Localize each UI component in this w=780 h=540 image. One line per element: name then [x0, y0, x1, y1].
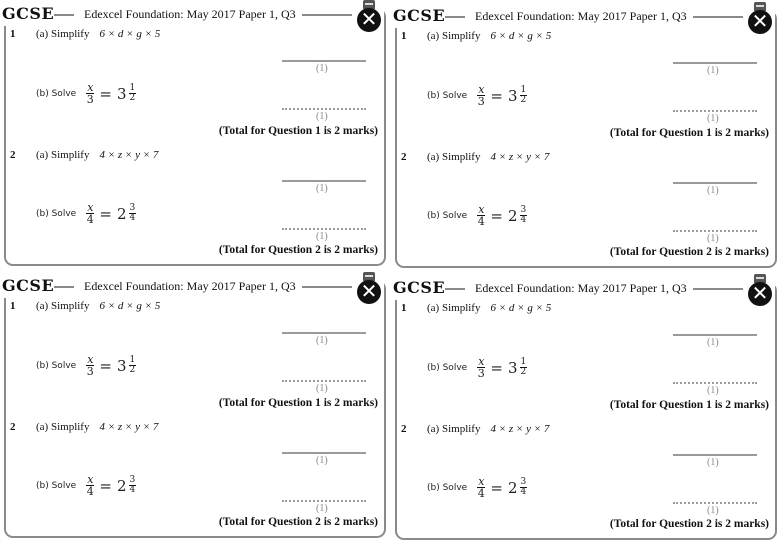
equation-fraction — [86, 474, 94, 497]
header-divider — [54, 14, 74, 16]
part-a-prompt — [36, 149, 158, 161]
mixed-fraction — [520, 86, 528, 105]
mark-label: (1) — [707, 113, 719, 124]
close-icon: ✕ — [748, 10, 772, 34]
answer-line[interactable] — [282, 332, 366, 334]
equals-sign: = — [99, 476, 112, 495]
mixed-numerator: 1 — [129, 355, 136, 365]
part-a-label: (a) Simplify — [427, 151, 481, 163]
frac-numerator: x — [478, 355, 485, 368]
mixed-denominator: 2 — [129, 365, 136, 375]
part-b-label: (b) Solve — [36, 208, 77, 219]
mark-label: (1) — [707, 185, 719, 196]
part-b-prompt — [427, 356, 527, 379]
part-a-label: (a) Simplify — [427, 302, 481, 314]
part-a-prompt — [427, 151, 549, 163]
frac-numerator: x — [478, 83, 485, 96]
equals-sign: = — [490, 478, 503, 497]
paper-subtitle: Edexcel Foundation: May 2017 Paper 1, Q3 — [472, 281, 690, 296]
mixed-numerator: 3 — [520, 205, 527, 215]
question-number: 2 — [401, 151, 407, 163]
mark-label: (1) — [316, 183, 328, 194]
part-b-prompt — [36, 202, 136, 225]
equation-fraction — [86, 82, 94, 105]
frac-denominator: 4 — [86, 485, 94, 498]
part-b-prompt — [36, 354, 136, 377]
mixed-denominator: 2 — [520, 95, 527, 105]
question-total: (Total for Question 1 is 2 marks) — [218, 397, 378, 409]
header-divider — [54, 286, 74, 288]
part-a-label: (a) Simplify — [36, 28, 90, 40]
mixed-fraction — [129, 476, 137, 495]
question-total: (Total for Question 2 is 2 marks) — [218, 516, 378, 528]
answer-line[interactable] — [673, 110, 757, 112]
part-a-label: (a) Simplify — [36, 300, 90, 312]
part-b-prompt — [427, 84, 527, 107]
mixed-whole: 3 — [116, 84, 127, 103]
part-b-prompt — [427, 476, 527, 499]
mixed-denominator: 4 — [129, 485, 136, 495]
part-a-prompt — [427, 423, 549, 435]
question-number: 1 — [401, 302, 407, 314]
answer-line[interactable] — [282, 60, 366, 62]
question-card-1 — [2, 4, 386, 266]
answer-line[interactable] — [282, 452, 366, 454]
question-card-2 — [393, 6, 777, 268]
part-a-expression: 6 × d × g × 5 — [99, 300, 161, 312]
question-total: (Total for Question 1 is 2 marks) — [609, 399, 769, 411]
close-icon: ✕ — [748, 282, 772, 306]
mixed-numerator: 1 — [520, 85, 527, 95]
equation-fraction — [477, 356, 485, 379]
mixed-whole: 2 — [507, 478, 518, 497]
answer-line[interactable] — [673, 182, 757, 184]
part-b-label: (b) Solve — [427, 210, 468, 221]
equation-fraction — [86, 202, 94, 225]
question-number: 1 — [10, 300, 16, 312]
brand-label: GCSE — [2, 276, 58, 295]
card-header — [393, 6, 775, 28]
equals-sign: = — [490, 86, 503, 105]
mixed-whole: 3 — [507, 86, 518, 105]
part-a-expression: 6 × d × g × 5 — [99, 28, 161, 40]
equals-sign: = — [99, 356, 112, 375]
equals-sign: = — [99, 84, 112, 103]
header-divider-right — [302, 286, 352, 288]
equation-fraction — [86, 354, 94, 377]
part-a-expression: 4 × z × y × 7 — [99, 149, 159, 161]
answer-line[interactable] — [673, 334, 757, 336]
card-header — [393, 278, 775, 300]
close-icon: ✕ — [357, 8, 381, 32]
mark-label: (1) — [316, 63, 328, 74]
mixed-numerator: 1 — [129, 83, 136, 93]
question-number: 1 — [401, 30, 407, 42]
mixed-denominator: 2 — [520, 367, 527, 377]
paper-subtitle: Edexcel Foundation: May 2017 Paper 1, Q3 — [81, 279, 299, 294]
part-b-label: (b) Solve — [427, 90, 468, 101]
brand-label: GCSE — [393, 6, 449, 25]
mixed-whole: 3 — [116, 356, 127, 375]
answer-line[interactable] — [282, 108, 366, 110]
mixed-whole: 2 — [116, 204, 127, 223]
question-number: 2 — [401, 423, 407, 435]
close-icon: ✕ — [357, 280, 381, 304]
mixed-denominator: 4 — [129, 213, 136, 223]
question-card-4 — [393, 278, 777, 540]
mixed-numerator: 3 — [129, 475, 136, 485]
mark-label: (1) — [316, 383, 328, 394]
part-b-label: (b) Solve — [36, 480, 77, 491]
mixed-fraction — [129, 356, 137, 375]
mark-label: (1) — [707, 65, 719, 76]
mark-label: (1) — [316, 503, 328, 514]
frac-denominator: 3 — [86, 365, 94, 378]
header-divider — [445, 16, 465, 18]
close-button[interactable] — [356, 0, 382, 34]
part-a-label: (a) Simplify — [427, 30, 481, 42]
mixed-fraction — [520, 358, 528, 377]
part-a-expression: 4 × z × y × 7 — [490, 151, 550, 163]
answer-line[interactable] — [673, 382, 757, 384]
header-divider-right — [302, 14, 352, 16]
mixed-numerator: 1 — [520, 357, 527, 367]
frac-numerator: x — [87, 201, 94, 214]
part-b-prompt — [427, 204, 527, 227]
question-card-3 — [2, 276, 386, 538]
equation-fraction — [477, 204, 485, 227]
paper-subtitle: Edexcel Foundation: May 2017 Paper 1, Q3 — [81, 7, 299, 22]
part-a-expression: 6 × d × g × 5 — [490, 30, 552, 42]
answer-line[interactable] — [673, 454, 757, 456]
close-button[interactable] — [356, 272, 382, 306]
mixed-fraction — [129, 204, 137, 223]
part-a-expression: 6 × d × g × 5 — [490, 302, 552, 314]
part-b-label: (b) Solve — [427, 482, 468, 493]
frac-denominator: 3 — [477, 367, 485, 380]
mark-label: (1) — [316, 111, 328, 122]
close-button[interactable] — [747, 274, 773, 308]
mark-label: (1) — [707, 233, 719, 244]
mixed-whole: 2 — [507, 206, 518, 225]
answer-line[interactable] — [282, 228, 366, 230]
mixed-denominator: 4 — [520, 487, 527, 497]
question-total: (Total for Question 1 is 2 marks) — [609, 127, 769, 139]
frac-numerator: x — [478, 203, 485, 216]
mixed-fraction — [520, 206, 528, 225]
frac-numerator: x — [478, 475, 485, 488]
mixed-whole: 2 — [116, 476, 127, 495]
part-a-expression: 4 × z × y × 7 — [99, 421, 159, 433]
question-total: (Total for Question 2 is 2 marks) — [609, 246, 769, 258]
part-a-prompt — [36, 28, 160, 40]
mark-label: (1) — [316, 455, 328, 466]
mark-label: (1) — [707, 385, 719, 396]
part-a-prompt — [427, 30, 551, 42]
equals-sign: = — [99, 204, 112, 223]
question-total: (Total for Question 1 is 2 marks) — [218, 125, 378, 137]
question-number: 2 — [10, 149, 16, 161]
paper-subtitle: Edexcel Foundation: May 2017 Paper 1, Q3 — [472, 9, 690, 24]
question-total: (Total for Question 2 is 2 marks) — [609, 518, 769, 530]
frac-numerator: x — [87, 353, 94, 366]
answer-line[interactable] — [673, 230, 757, 232]
mark-label: (1) — [707, 457, 719, 468]
part-a-expression: 4 × z × y × 7 — [490, 423, 550, 435]
mixed-fraction — [129, 84, 137, 103]
part-b-prompt — [36, 82, 136, 105]
frac-denominator: 4 — [477, 487, 485, 500]
equation-fraction — [477, 476, 485, 499]
answer-line[interactable] — [282, 180, 366, 182]
header-divider-right — [693, 288, 743, 290]
frac-denominator: 4 — [477, 215, 485, 228]
part-b-prompt — [36, 474, 136, 497]
equals-sign: = — [490, 206, 503, 225]
part-a-label: (a) Simplify — [36, 149, 90, 161]
part-a-label: (a) Simplify — [36, 421, 90, 433]
card-header — [2, 276, 384, 298]
part-b-label: (b) Solve — [36, 360, 77, 371]
mixed-numerator: 3 — [129, 203, 136, 213]
part-a-prompt — [427, 302, 551, 314]
answer-line[interactable] — [282, 500, 366, 502]
part-b-label: (b) Solve — [36, 88, 77, 99]
answer-line[interactable] — [673, 62, 757, 64]
header-divider — [445, 288, 465, 290]
mark-label: (1) — [316, 231, 328, 242]
part-b-label: (b) Solve — [427, 362, 468, 373]
answer-line[interactable] — [282, 380, 366, 382]
frac-numerator: x — [87, 81, 94, 94]
equation-fraction — [477, 84, 485, 107]
brand-label: GCSE — [393, 278, 449, 297]
mixed-whole: 3 — [507, 358, 518, 377]
equals-sign: = — [490, 358, 503, 377]
mark-label: (1) — [316, 335, 328, 346]
close-button[interactable] — [747, 2, 773, 36]
question-number: 2 — [10, 421, 16, 433]
mark-label: (1) — [707, 337, 719, 348]
part-a-prompt — [36, 300, 160, 312]
frac-denominator: 3 — [86, 93, 94, 106]
mixed-denominator: 4 — [520, 215, 527, 225]
header-divider-right — [693, 16, 743, 18]
mixed-denominator: 2 — [129, 93, 136, 103]
frac-denominator: 3 — [477, 95, 485, 108]
part-a-label: (a) Simplify — [427, 423, 481, 435]
mark-label: (1) — [707, 505, 719, 516]
mixed-fraction — [520, 478, 528, 497]
mixed-numerator: 3 — [520, 477, 527, 487]
answer-line[interactable] — [673, 502, 757, 504]
frac-denominator: 4 — [86, 213, 94, 226]
brand-label: GCSE — [2, 4, 58, 23]
question-number: 1 — [10, 28, 16, 40]
card-header — [2, 4, 384, 26]
question-total: (Total for Question 2 is 2 marks) — [218, 244, 378, 256]
frac-numerator: x — [87, 473, 94, 486]
part-a-prompt — [36, 421, 158, 433]
